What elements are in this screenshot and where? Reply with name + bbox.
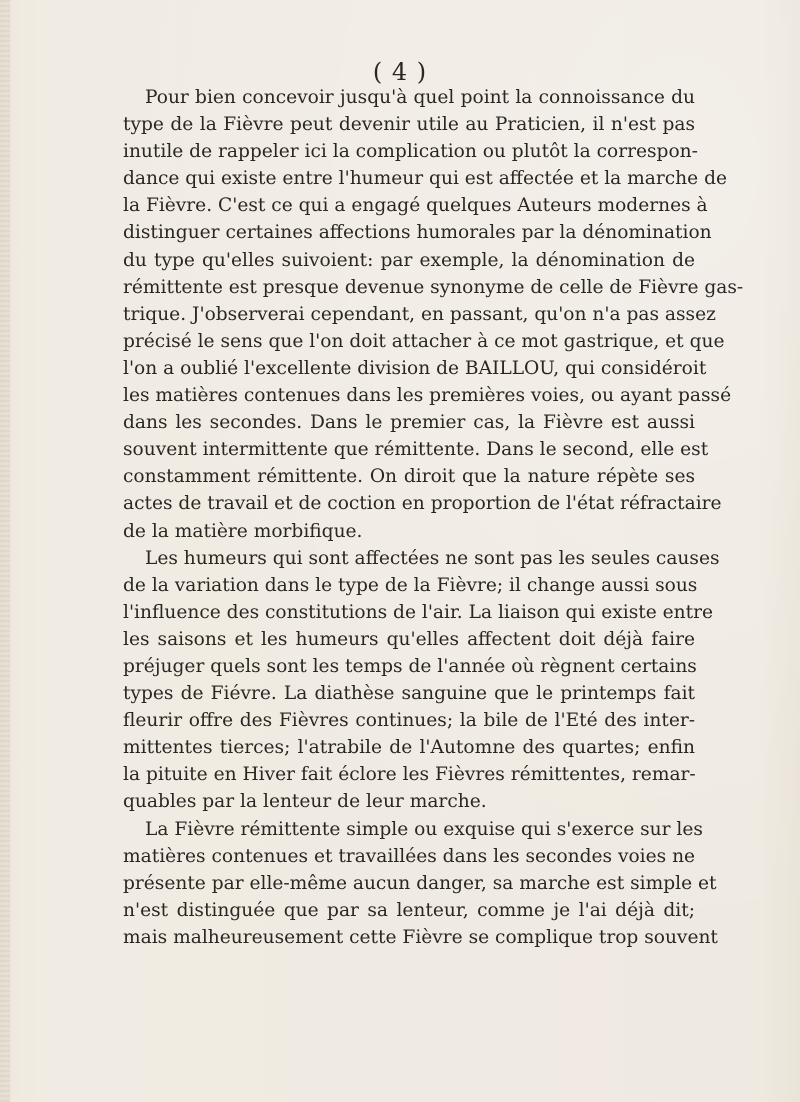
text-line: Les humeurs qui sont affectées ne sont pas les seules causes	[145, 547, 720, 569]
text-line: la pituite en Hiver fait éclore les Fièvres rémittentes, remar-	[123, 764, 696, 786]
text-line: souvent intermittente que rémittente. Dans le second, elle est	[123, 439, 709, 461]
text-line: présente par elle-même aucun danger, sa marche est simple et	[123, 872, 717, 894]
text-line: quables par la lenteur de leur marche.	[123, 791, 487, 813]
text-line: actes de travail et de coction en proportion de l'état réfractaire	[123, 493, 722, 515]
text-line: dans les secondes. Dans le premier cas, la Fièvre est aussi	[123, 412, 695, 434]
text-line: trique. J'observerai cependant, en passant, qu'on n'a pas assez	[123, 303, 716, 325]
text-line: les saisons et les humeurs qu'elles affectent doit déjà faire	[123, 628, 695, 650]
body-text	[123, 84, 744, 951]
text-line: préjuger quels sont les temps de l'année où règnent certains	[123, 655, 697, 677]
text-line: du type qu'elles suivoient: par exemple, la dénomination de	[123, 249, 695, 271]
text-line: précisé le sens que l'on doit attacher à ce mot gastrique, et que	[123, 330, 725, 352]
binding-edge	[0, 0, 10, 1102]
text-line: type de la Fièvre peut devenir utile au Praticien, il n'est pas	[123, 114, 695, 136]
text-line: l'influence des constitutions de l'air. La liaison qui existe entre	[123, 601, 713, 623]
text-line: rémittente est presque devenue synonyme de celle de Fièvre gas-	[123, 276, 744, 298]
text-line: constamment rémittente. On diroit que la nature répète ses	[123, 466, 695, 488]
page-number: ( 4 )	[372, 58, 428, 86]
text-line: dance qui existe entre l'humeur qui est affectée et la marche de	[123, 168, 727, 190]
text-line: n'est distinguée que par sa lenteur, comme je l'ai déjà dit;	[123, 899, 695, 921]
text-line: de la matière morbifique.	[123, 520, 363, 542]
text-line: la Fièvre. C'est ce qui a engagé quelques Auteurs modernes à	[123, 195, 708, 217]
text-line: inutile de rappeler ici la complication ou plutôt la correspon-	[123, 141, 698, 163]
text-line: La Fièvre rémittente simple ou exquise qui s'exerce sur les	[145, 818, 703, 840]
text-line: distinguer certaines affections humorales par la dénomination	[123, 222, 712, 244]
text-line: mittentes tierces; l'atrabile de l'Automne des quartes; enfin	[123, 737, 695, 759]
text-line: Pour bien concevoir jusqu'à quel point la connoissance du	[145, 87, 695, 108]
text-line: mais malheureusement cette Fièvre se complique trop souvent	[123, 926, 718, 948]
text-line: les matières contenues dans les premières voies, ou ayant passé	[123, 385, 732, 407]
text-line: fleurir offre des Fièvres continues; la bile de l'Eté des inter-	[123, 710, 695, 732]
text-line: l'on a oublié l'excellente division de BAILLOU, qui considéroit	[123, 357, 707, 379]
text-line: matières contenues et travaillées dans les secondes voies ne	[123, 845, 696, 867]
text-line: de la variation dans le type de la Fièvre; il change aussi sous	[123, 574, 698, 596]
text-line: types de Fiévre. La diathèse sanguine que le printemps fait	[123, 683, 695, 705]
